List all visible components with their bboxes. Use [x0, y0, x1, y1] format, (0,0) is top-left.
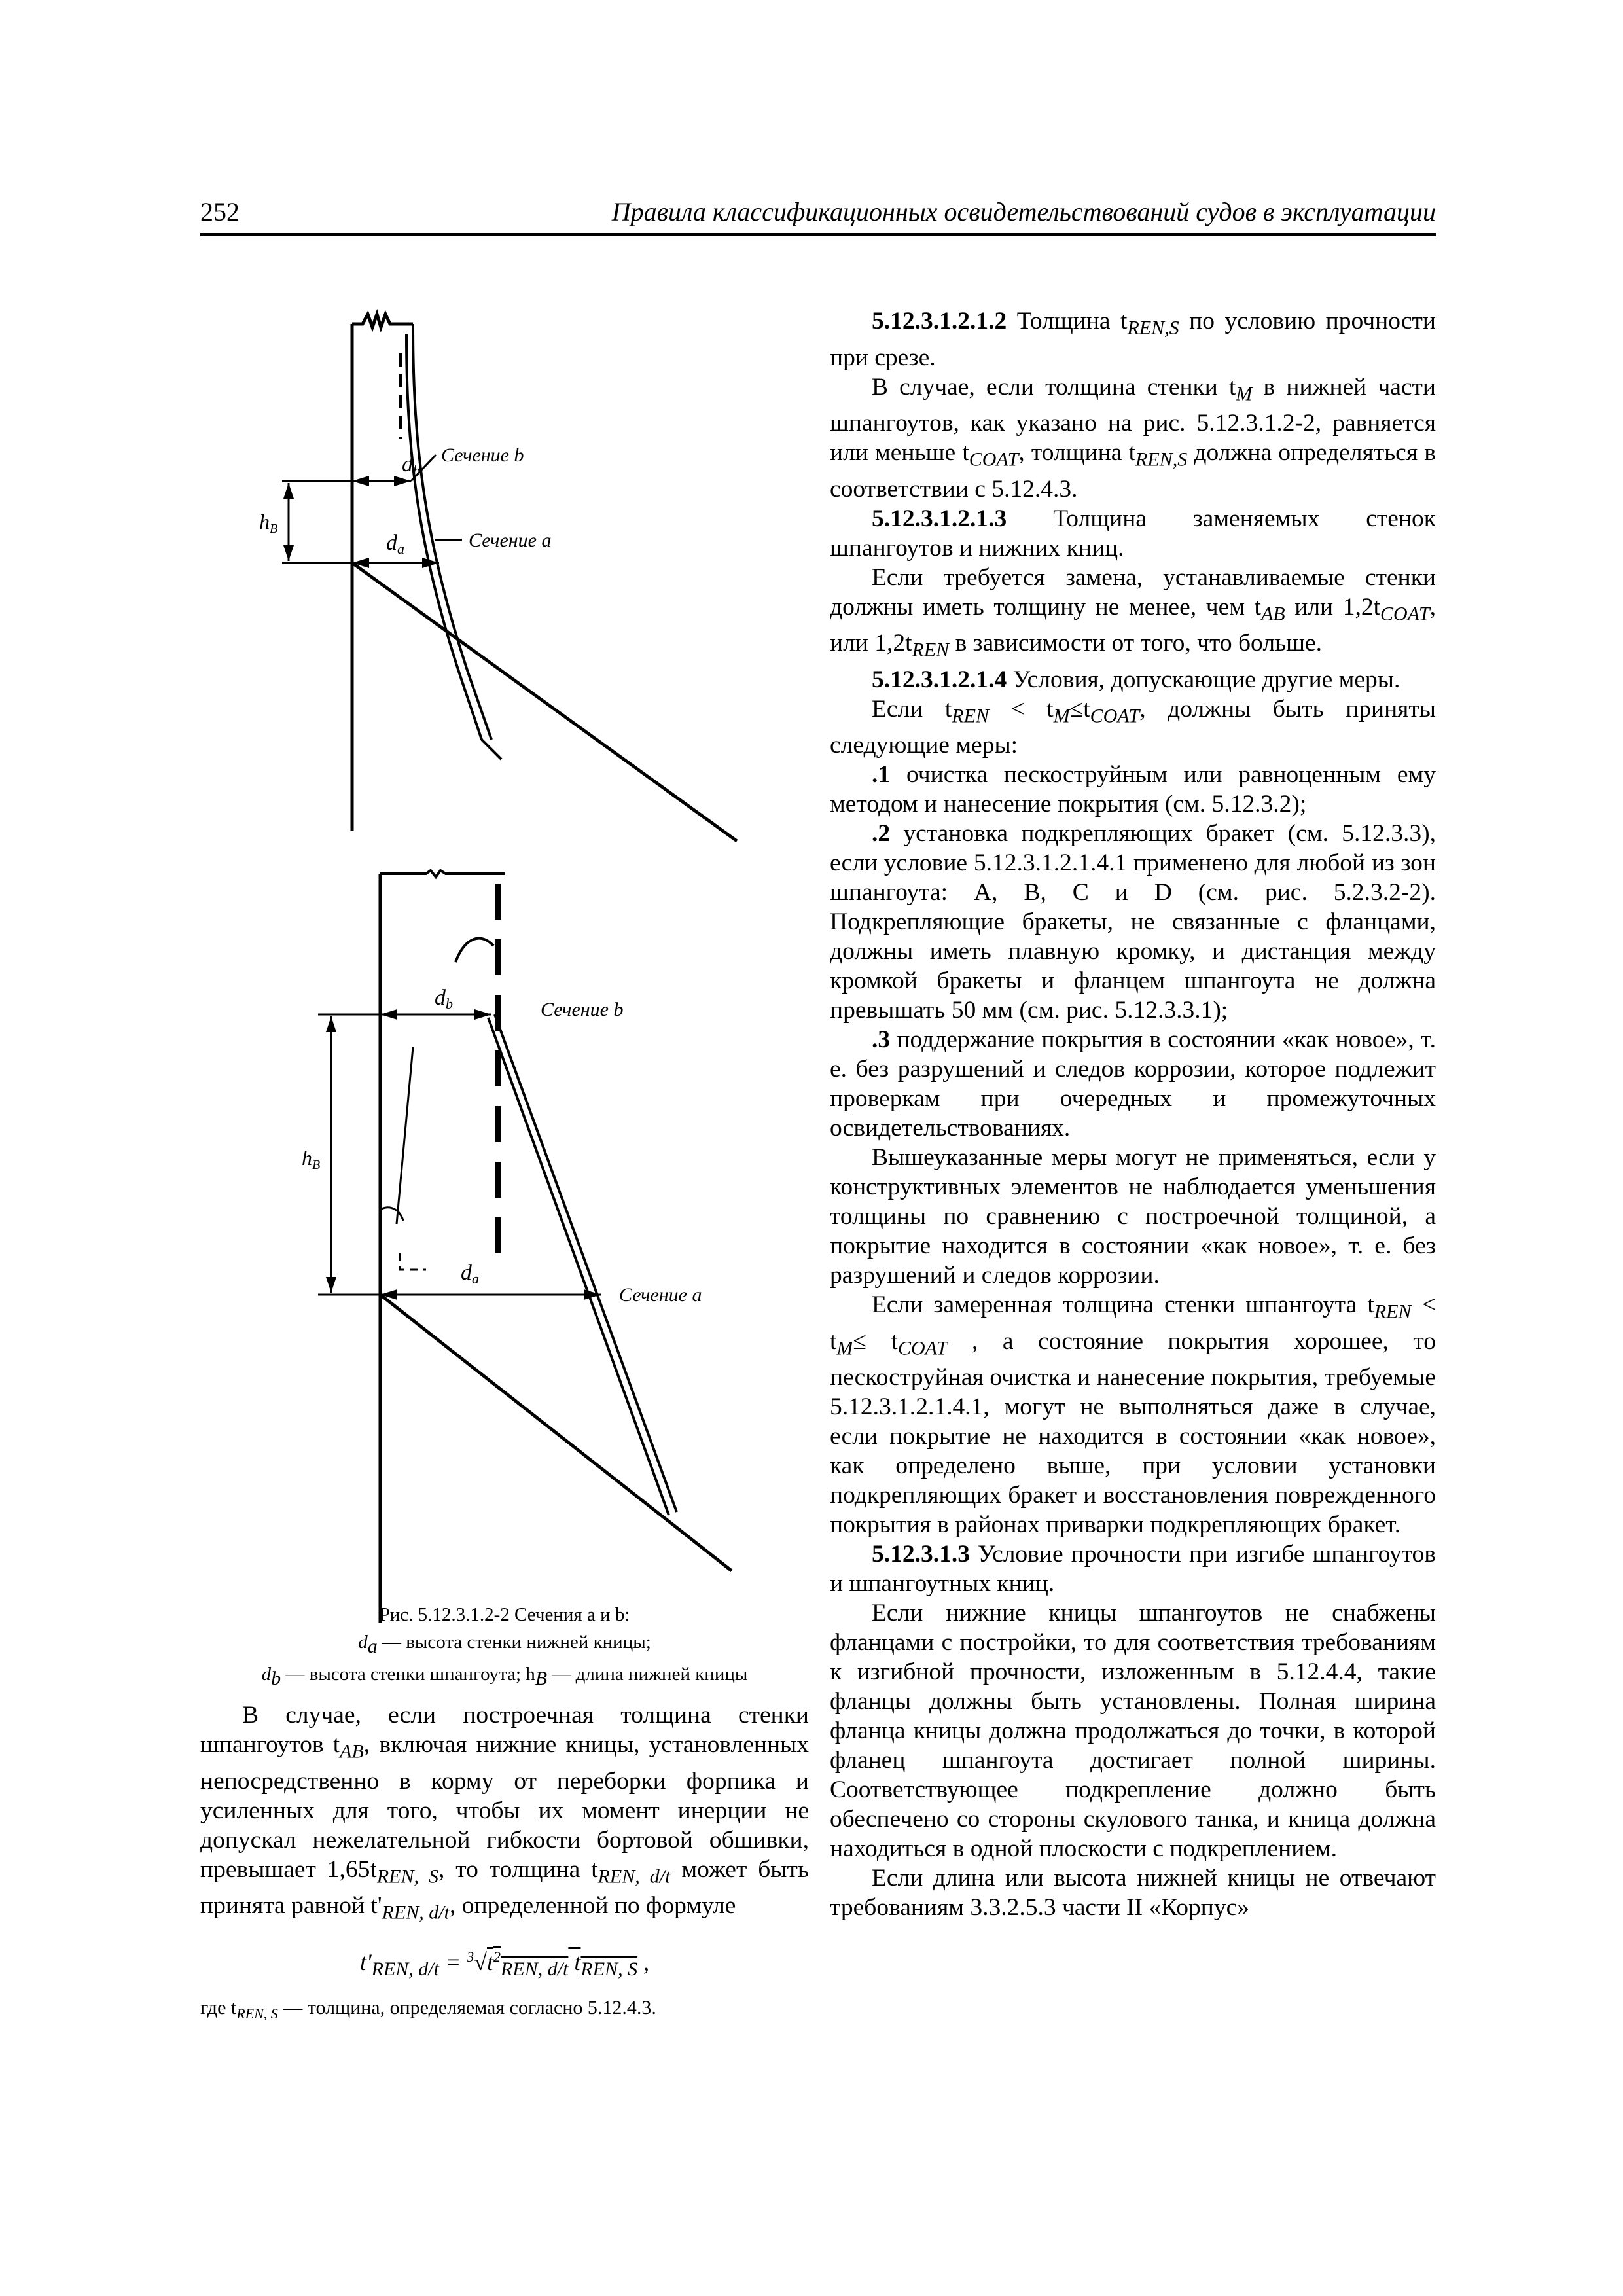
label-section-b-upper: Сечение b	[441, 444, 524, 466]
page-header	[200, 196, 1436, 236]
paragraph: Если замеренная толщина стенки шпангоута $t_{REN} < t_M\le t_{COAT}$ , а состояние покрытия хорошее, то пескоструйная очистка и нанесение покрытия, требуемые 5.12.3.1.2.1.4.1, могут не выполняться даже в случае, если покрытие не находится в состоянии «как новое», как определено выше, при условии установки подкрепляющих бракет и восстановления поврежденного покрытия в районах приварки подкрепляющих бракет.	[830, 1291, 1436, 1538]
frame-flange-inner	[488, 1018, 669, 1515]
label-hb-lower: hB	[302, 1146, 321, 1172]
label-section-a-lower: Сечение a	[619, 1284, 702, 1306]
label-db-lower: db	[435, 986, 453, 1012]
arrowhead	[283, 483, 294, 499]
paragraph: Если требуется замена, устанавливаемые стенки должны иметь толщину не менее, чем $t_{AB}$ или $1,2t_{COAT}$, или $1,2t_{REN}$ в зависимости от того, что больше.	[830, 564, 1436, 661]
break-line-lower	[380, 870, 505, 877]
label-da-upper: da	[386, 531, 404, 557]
page-number: 252	[200, 197, 240, 226]
formula-note: где $t_{REN, S}$ — толщина, определяемая согласно 5.12.4.3.	[200, 1996, 656, 2022]
left-column	[200, 1700, 809, 2028]
list-item: .1 очистка пескоструйным или равноценным ему методом и нанесение покрытия (см. 5.12.3.2);	[830, 761, 1436, 817]
label-hb-upper: hB	[259, 510, 278, 536]
paragraph: В случае, если толщина стенки $t_M$ в нижней части шпангоутов, как указано на рис. 5.12.3.1.2-2, равняется или меньше $t_{COAT}$, толщина $t_{REN,S}$ должна определяться в соответствии с 5.12.4.3.	[830, 373, 1436, 503]
paragraph: Если $t_{REN} < t_M\le t_{COAT}$, должны быть приняты следующие меры:	[830, 695, 1436, 759]
header-rule	[200, 233, 1436, 236]
paragraph: Вышеуказанные меры могут не применяться, если у конструктивных элементов не наблюдается уменьшения толщины по сравнению с построечной толщиной, а покрытие находится в состоянии «как новое», т. е. без разрушений и следов коррозии.	[830, 1144, 1436, 1289]
upper-sketch	[282, 314, 737, 841]
figure-sections	[200, 308, 809, 1630]
formula: $t'_{REN, d/t} = ^3√t^2_{REN, d/t}$ $t_{REN, S}$ ,	[359, 1948, 650, 1980]
caption-line-1: Рис. 5.12.3.1.2-2 Сечения a и b:	[379, 1604, 630, 1625]
label-section-b-lower: Сечение b	[541, 999, 624, 1020]
section-heading: 5.12.3.1.2.1.4 Условия, допускающие другие меры.	[872, 666, 1400, 693]
label-section-a-upper: Сечение a	[469, 529, 552, 551]
inner-line	[397, 1047, 413, 1224]
arrowhead	[326, 1277, 336, 1293]
caption-line-3: $d_b$ — высота стенки шпангоута; $h_B$ — длина нижней кницы	[261, 1663, 748, 1689]
paragraph: В случае, если построечная толщина стенки шпангоутов $t_{AB}$, включая нижние кницы, установленных непосредственно в корму от переборки форпика и усиленных для того, чтобы их момент инерции не допускал нежелательной гибкости бортовой обшивки, превышает $1,65t_{REN, S}$, то толщина $t_{REN, d/t}$ может быть принята равной $t'_{REN, d/t}$, определенной по формуле	[200, 1702, 809, 1924]
list-item: .2 установка подкрепляющих бракет (см. 5.12.3.3), если условие 5.12.3.1.2.1.4.1 применено для любой из зон шпангоута: A, B, C и D (см. рис. 5.2.3.2-2). Подкрепляющие бракеты, не связанные с фланцами, должны иметь плавную кромку, и дистанция между кромкой бракеты и фланцем шпангоута не должна превышать 50 мм (см. рис. 5.12.3.3.1);	[830, 820, 1436, 1024]
figure-caption	[200, 1601, 809, 1693]
arrowhead	[380, 1009, 397, 1020]
bracket-toe-upper	[482, 740, 501, 759]
frame-flange-outer	[495, 1014, 677, 1512]
section-heading: 5.12.3.1.2.1.2 Толщина $t_{REN,S}$ по условию прочности при срезе.	[830, 308, 1436, 371]
arrowhead	[326, 1016, 336, 1032]
bracket-diagonal-upper	[352, 563, 737, 841]
arrowhead	[283, 545, 294, 561]
arrowhead	[394, 476, 411, 486]
label-db-upper: db	[402, 452, 420, 478]
arrowhead	[352, 476, 369, 486]
section-heading: 5.12.3.1.2.1.3 Толщина заменяемых стенок шпангоутов и нижних книц.	[830, 505, 1436, 562]
running-title: Правила классификационных освидетельствований судов в эксплуатации	[611, 197, 1436, 226]
dashed-corner	[400, 1253, 426, 1270]
lower-sketch	[318, 870, 732, 1623]
section-heading: 5.12.3.1.3 Условие прочности при изгибе шпангоутов и шпангоутных книц.	[830, 1541, 1436, 1597]
paragraph: Если длина или высота нижней кницы не отвечают требованиям 3.3.2.5.3 части II «Корпус»	[830, 1865, 1436, 1921]
bracket-diagonal-lower	[380, 1295, 732, 1571]
caption-line-2: $d_a$ — высота стенки нижней кницы;	[358, 1632, 651, 1657]
right-column	[830, 306, 1436, 1922]
paragraph: Если нижние кницы шпангоутов не снабжены фланцами с постройки, то для соответствия требованиям к изгибной прочности, изложенным в 5.12.4.4, такие фланцы должны быть установлены. Полная ширина фланца кницы должна продолжаться до точки, в которой фланец шпангоута достигает полной ширины. Соответствующее подкрепление должно быть обеспечено со стороны скулового танка, и кница должна находиться в одной плоскости с подкреплением.	[830, 1600, 1436, 1862]
list-item: .3 поддержание покрытия в состоянии «как новое», т. е. без разрушений и следов коррозии, которое подлежит проверкам при очередных и промежуточных освидетельствованиях.	[830, 1026, 1436, 1141]
bracket-edge-curve	[455, 939, 493, 962]
figure-drawing	[200, 308, 809, 1630]
angle-arc	[380, 1208, 403, 1221]
label-da-lower: da	[461, 1261, 479, 1287]
break-line-upper	[352, 314, 413, 327]
